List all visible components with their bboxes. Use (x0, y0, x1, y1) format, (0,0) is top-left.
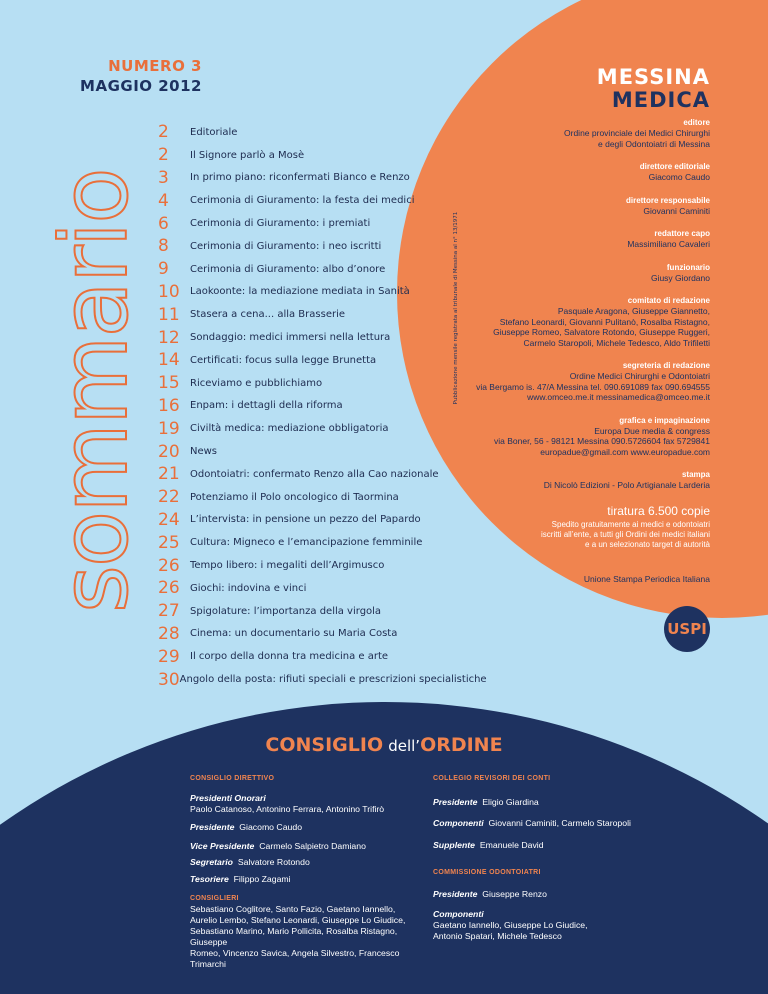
credit-direttore-editoriale: direttore editoriale Giacomo Caudo (639, 162, 710, 182)
toc-item[interactable]: 11 Stasera a cena... alla Brasserie (158, 304, 346, 325)
odontoiatri-title: COMMISSIONE ODONTOIATRI (433, 869, 541, 876)
sommario-title: sommario (41, 169, 148, 613)
toc-title: Civiltà medica: mediazione obbligatoria (190, 423, 389, 435)
toc-title: Cerimonia di Giuramento: i neo iscritti (190, 240, 382, 252)
toc-title: News (190, 446, 218, 458)
tesoriere: Tesoriere Filippo Zagami (190, 874, 291, 884)
masthead (580, 66, 710, 112)
credit-redattore-capo: redattore capo Massimiliano Cavaleri (627, 229, 710, 249)
toc-item[interactable]: 12 Sondaggio: medici immersi nella lettura (158, 327, 391, 348)
toc-title: Il Signore parlò a Mosè (190, 149, 305, 161)
toc-item[interactable]: 19 Civiltà medica: mediazione obbligatoria (158, 418, 389, 439)
toc-item[interactable]: 28 Cinema: un documentario su Maria Costa (158, 623, 398, 644)
toc-title: Tempo libero: i megaliti dell’Argimusco (190, 560, 385, 572)
toc-item[interactable]: 2 Il Signore parlò a Mosè (158, 145, 305, 166)
toc-item[interactable]: 3 In primo piano: riconfermati Bianco e Renzo (158, 167, 410, 188)
consiglio-title: CONSIGLIO dell’ORDINE (265, 734, 503, 756)
toc-item[interactable]: 21 Odontoiatri: confermato Renzo alla Cao nazionale (158, 464, 439, 485)
presidente: Presidente Giacomo Caudo (190, 822, 303, 832)
unione-stampa: Unione Stampa Periodica Italiana (583, 573, 710, 584)
toc-item[interactable]: 10 Laokoonte: la mediazione mediata in Sanità (158, 281, 410, 302)
toc-item[interactable]: 6 Cerimonia di Giuramento: i premiati (158, 213, 371, 234)
credit-comitato: comitato di redazione Pasquale Aragona, Giuseppe Giannetto, Stefano Leonardi, Giovanni Pulitanò, Rosalba Ristagno, Giuseppe Romeo, Salvatore Rotondo, Giuseppe Ruggeri, Carmelo Staropoli, Michele Tedesco, Aldo Trifiletti (493, 296, 710, 348)
toc-title: Laokoonte: la mediazione mediata in Sanità (190, 286, 410, 298)
toc-item[interactable]: 26 Tempo libero: i megaliti dell’Argimusco (158, 555, 385, 576)
tiratura: tiratura 6.500 copie (607, 503, 710, 518)
presidenti-onorari: Presidenti Onorari Paolo Catanoso, Antonino Ferrara, Antonino Trifirò (190, 793, 385, 814)
toc-title: Sondaggio: medici immersi nella lettura (190, 332, 391, 344)
toc-title: Stasera a cena... alla Brasserie (190, 309, 346, 321)
spedito-note: Spedito gratuitamente ai medici e odontoiatri iscritti all’ente, a tutti gli Ordini dei medici italiani e a un selezionato target di autorità (541, 519, 710, 549)
toc-title: Odontoiatri: confermato Renzo alla Cao nazionale (190, 468, 439, 480)
credit-grafica: grafica e impaginazione Europa Due media & congress via Boner, 56 - 98121 Messina 090.5726604 fax 5729841 europadue@gmail.com www.europadue.com (494, 415, 710, 457)
vice-presidente: Vice Presidente Carmelo Salpietro Damiano (190, 841, 366, 851)
toc-title: Cerimonia di Giuramento: albo d’onore (190, 263, 386, 275)
registration-note: Pubblicazione mensile registrata al tribunale di Messina al n° 13/1971 (453, 211, 459, 405)
toc-item[interactable]: 29 Il corpo della donna tra medicina e arte (158, 646, 389, 667)
toc-item[interactable]: 9 Cerimonia di Giuramento: albo d’onore (158, 259, 386, 280)
odontoiatri-componenti: Componenti Gaetano Iannello, Giuseppe Lo Giudice, Antonio Spatari, Michele Tedesco (433, 909, 588, 941)
masthead-line1: MESSINA (596, 65, 710, 89)
segretario: Segretario Salvatore Rotondo (190, 857, 310, 867)
credit-stampa: stampa Di Nicolò Edizioni - Polo Artigianale Larderia (543, 470, 710, 490)
revisori-supplente: Supplente Emanuele David (433, 840, 544, 850)
revisori-title: COLLEGIO REVISORI DEI CONTI (433, 775, 551, 782)
toc-item[interactable]: 16 Enpam: i dettagli della riforma (158, 395, 343, 416)
credit-direttore-responsabile: direttore responsabile Giovanni Caminiti (625, 195, 710, 216)
toc-item[interactable]: 2 Editoriale (158, 122, 238, 143)
toc-item[interactable]: 26 Giochi: indovina e vinci (158, 578, 307, 599)
toc-title: Cinema: un documentario su Maria Costa (190, 628, 398, 640)
credit-segreteria: segreteria di redazione Ordine Medici Chirurghi e Odontoiatri via Bergamo is. 47/A Messina tel. 090.691089 fax 090.694555 www.omceo.me.it messinamedica@omceo.me.it (476, 361, 710, 402)
toc-item[interactable]: 20 News (158, 441, 218, 462)
toc-title: Cerimonia di Giuramento: la festa dei medici (190, 195, 415, 207)
toc-item[interactable]: 27 Spigolature: l’importanza della virgola (158, 601, 382, 622)
toc-title: Angolo della posta: rifiuti speciali e prescrizioni specialistiche (179, 674, 487, 686)
consiglieri: CONSIGLIERI Sebastiano Coglitore, Santo Fazio, Gaetano Iannello, Aurelio Lembo, Stefano Leonardi, Giuseppe Lo Giudice, Sebastiano Marino, Mario Pollicita, Rosalba Ristagno, Giuseppe Romeo, Vincenzo Savica, Angela Silvestro, Francesco Trimarchi (190, 895, 406, 969)
masthead-line2: MEDICA (611, 88, 710, 112)
issue-number: NUMERO 3 (108, 57, 202, 75)
toc-title: Cerimonia di Giuramento: i premiati (190, 218, 371, 230)
toc-item[interactable]: 25 Cultura: Migneco e l’emancipazione femminile (158, 532, 423, 553)
issue-info (60, 56, 202, 96)
toc-title: Enpam: i dettagli della riforma (190, 400, 343, 412)
toc-item[interactable]: 30 Angolo della posta: rifiuti speciali e prescrizioni specialistiche (158, 669, 487, 690)
credits-block (466, 118, 710, 584)
toc-title: L’intervista: in pensione un pezzo del Papardo (190, 514, 421, 526)
toc-title: Editoriale (190, 126, 238, 138)
toc-item[interactable]: 4 Cerimonia di Giuramento: la festa dei medici (158, 190, 415, 211)
toc-title: Spigolature: l’importanza della virgola (190, 605, 382, 617)
toc-item[interactable]: 22 Potenziamo il Polo oncologico di Taormina (158, 487, 399, 508)
toc-item[interactable]: 14 Certificati: focus sulla legge Brunetta (158, 350, 377, 371)
credit-funzionario: funzionario Giusy Giordano (650, 262, 710, 283)
toc-item[interactable]: 24 L’intervista: in pensione un pezzo del Papardo (158, 509, 421, 530)
direttivo-title: CONSIGLIO DIRETTIVO (190, 775, 275, 782)
issue-date: MAGGIO 2012 (80, 77, 202, 95)
toc-item[interactable]: 8 Cerimonia di Giuramento: i neo iscritti (158, 236, 382, 257)
toc-title: Riceviamo e pubblichiamo (190, 377, 323, 389)
toc-title: Certificati: focus sulla legge Brunetta (190, 354, 377, 366)
odontoiatri-presidente: Presidente Giuseppe Renzo (433, 889, 547, 899)
revisori-componenti: Componenti Giovanni Caminiti, Carmelo Staropoli (433, 818, 631, 828)
toc-title: Il corpo della donna tra medicina e arte (190, 651, 389, 663)
table-of-contents (158, 121, 487, 691)
revisori-presidente: Presidente Eligio Giardina (433, 797, 539, 807)
toc-item[interactable]: 15 Riceviamo e pubblichiamo (158, 373, 323, 394)
toc-title: Giochi: indovina e vinci (190, 582, 307, 594)
toc-title: Potenziamo il Polo oncologico di Taormina (190, 491, 399, 503)
uspi-logo: USPI (664, 606, 710, 652)
credit-editore: editore Ordine provinciale dei Medici Chirurghi e degli Odontoiatri di Messina (564, 118, 710, 149)
toc-title: In primo piano: riconfermati Bianco e Renzo (190, 172, 410, 184)
toc-title: Cultura: Migneco e l’emancipazione femminile (190, 537, 423, 549)
